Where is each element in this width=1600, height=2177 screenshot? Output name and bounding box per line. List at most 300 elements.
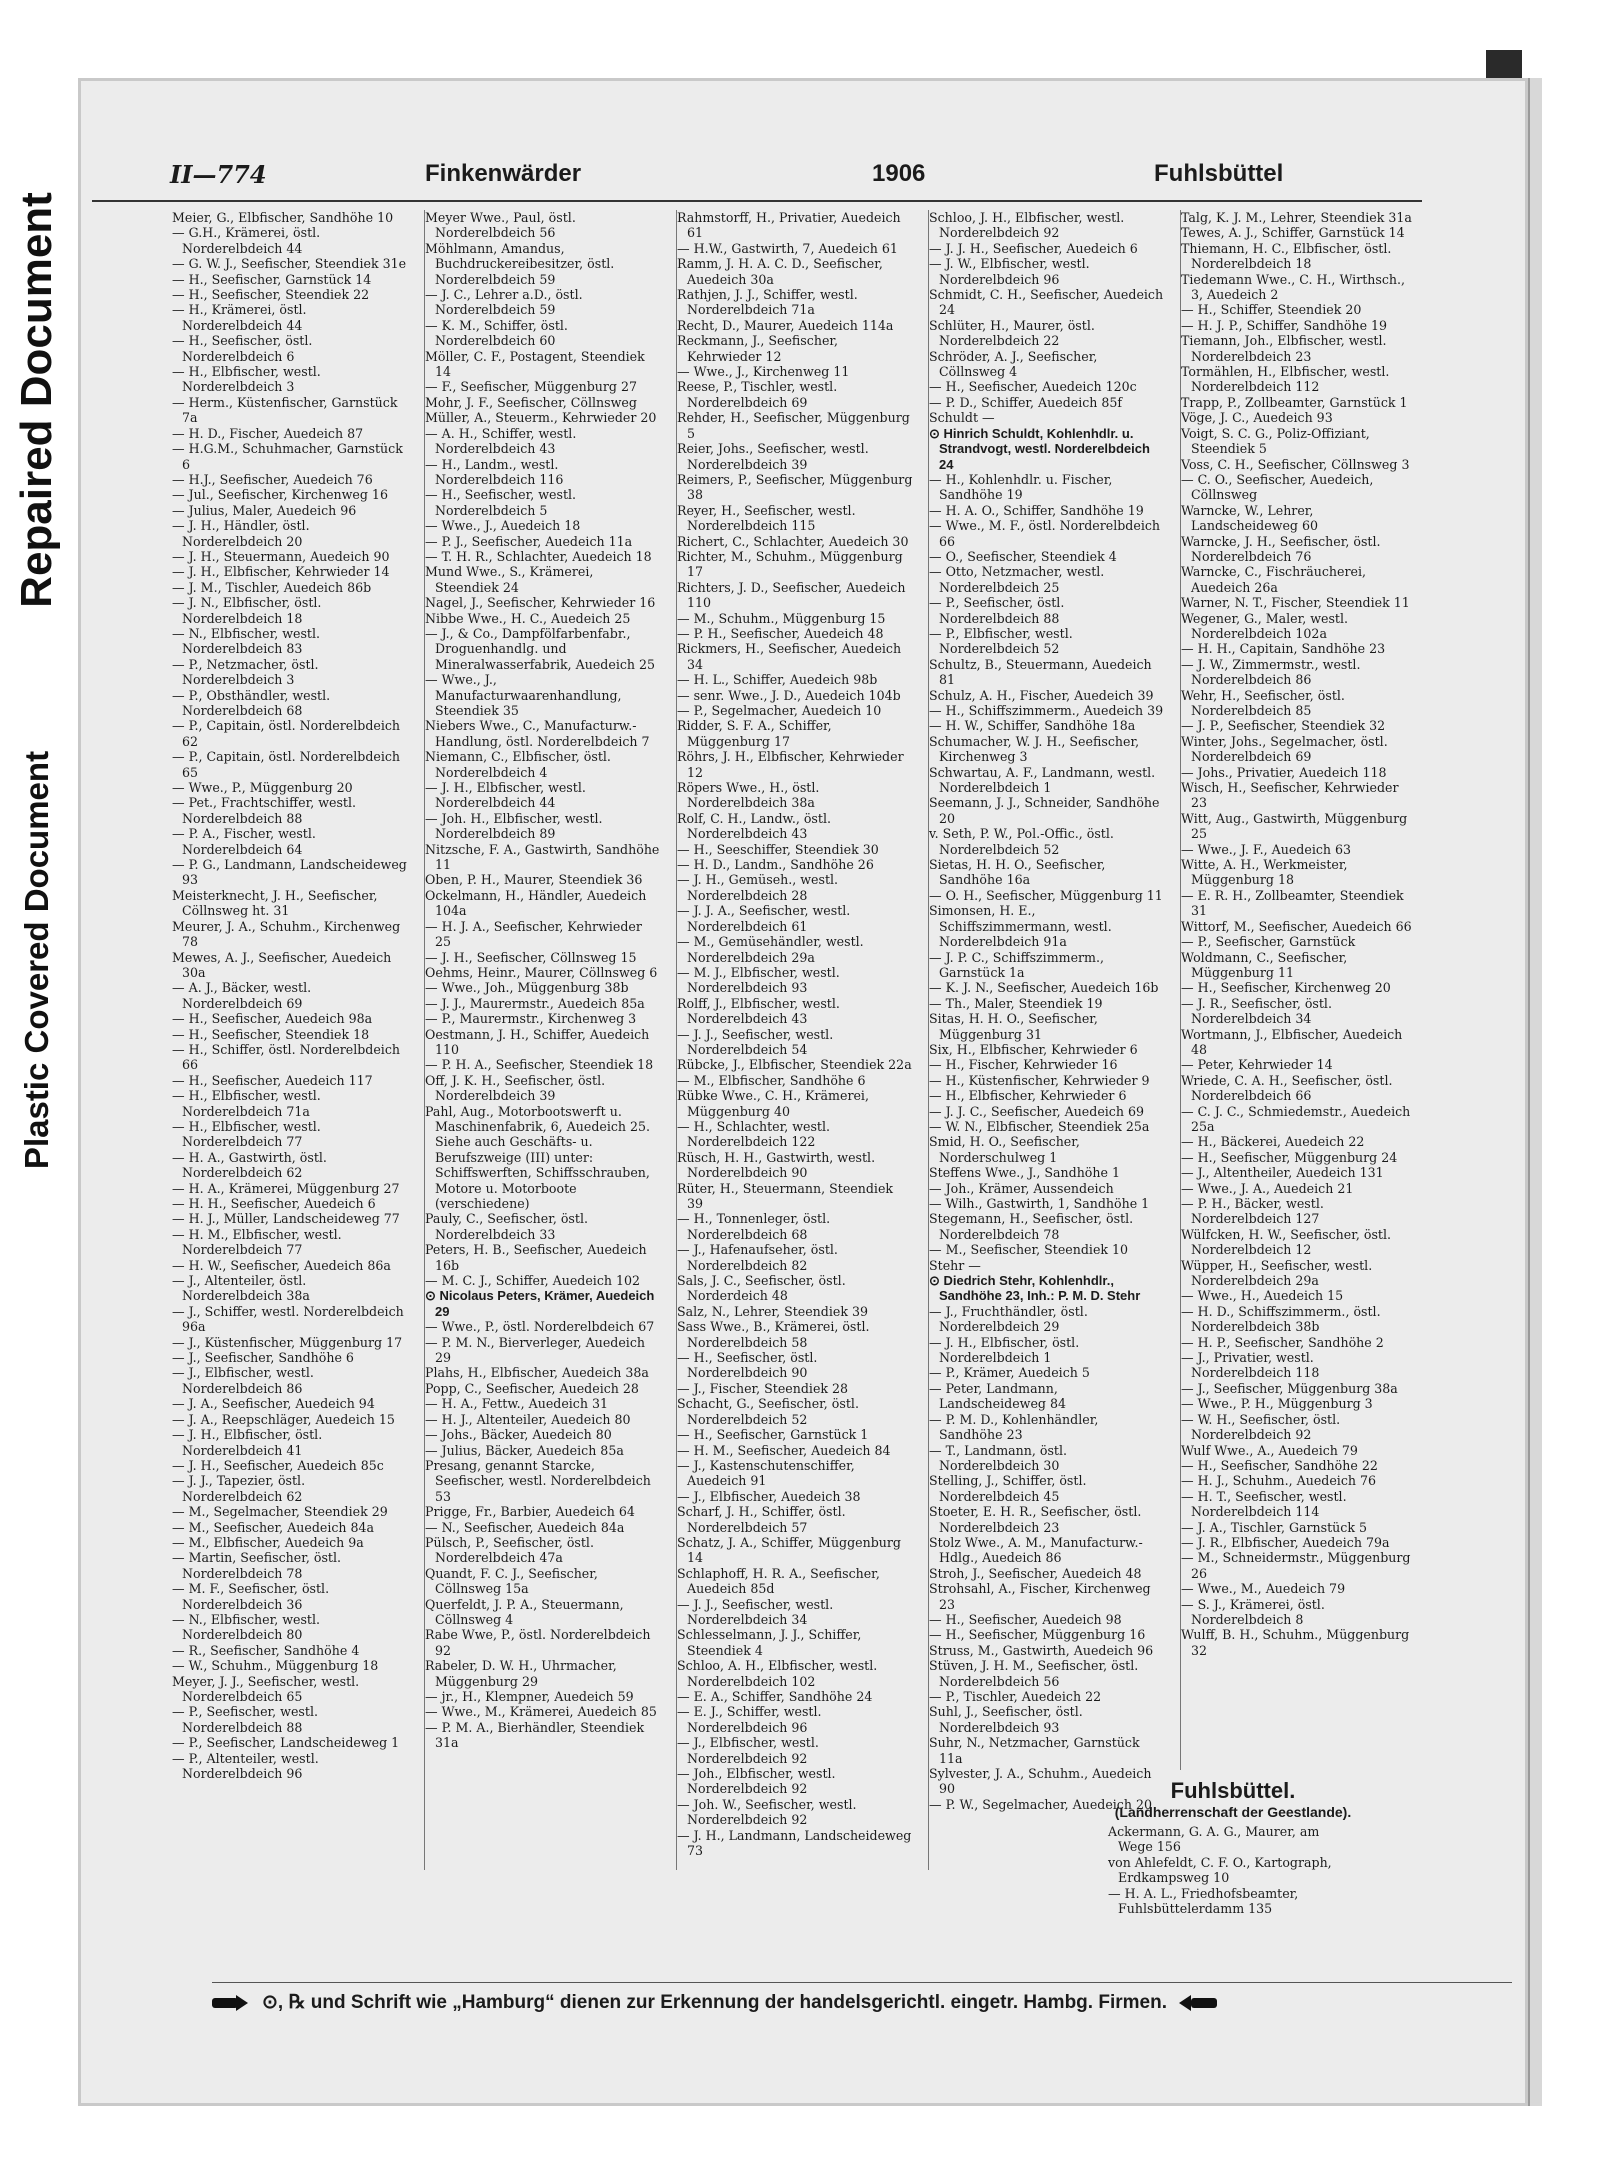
directory-entry: — P. A., Fischer, westl. Norderelbdeich 64 bbox=[172, 826, 316, 857]
directory-entry: — A. J., Bäcker, westl. Norderelbdeich 69 bbox=[172, 980, 312, 1011]
directory-entry: — J. W., Elbfischer, westl. Norderelbdeich 96 bbox=[929, 256, 1090, 287]
page-edge bbox=[1528, 78, 1542, 2106]
directory-entry: Meisterknecht, J. H., Seefischer, Cöllnsweg ht. 31 bbox=[172, 887, 378, 919]
directory-entry: Nitzsche, F. A., Gastwirth, Sandhöhe 11 bbox=[425, 841, 660, 873]
directory-entry: — J. R., Elbfischer, Auedeich 79a bbox=[1181, 1534, 1390, 1550]
directory-entry: Voigt, S. C. G., Poliz-Offiziant, Steendiek 5 bbox=[1181, 425, 1370, 457]
directory-entry: Schumacher, W. J. H., Seefischer, Kirchenweg 3 bbox=[929, 733, 1140, 765]
directory-entry: Warner, N. T., Fischer, Steendiek 11 bbox=[1181, 595, 1410, 611]
fuhlsbuettel-section bbox=[1108, 1778, 1358, 1916]
directory-entry: Möhlmann, Amandus, Buchdruckereibesitzer, östl. Norderelbdeich 59 bbox=[425, 240, 615, 287]
directory-entry: Schröder, A. J., Seefischer, Cöllnsweg 4 bbox=[929, 348, 1098, 380]
col-2 bbox=[424, 210, 661, 1870]
footer-text: ⊙, ℞ und Schrift wie „Hamburg“ dienen zur Erkennung der handelsgerichtl. eingetr. Hambg. Firmen. bbox=[262, 1992, 1167, 2013]
directory-entry: — Wwe., P., östl. Norderelbdeich 67 bbox=[425, 1319, 655, 1335]
directory-entry: — J. H., Gemüseh., westl. Norderelbdeich 28 bbox=[677, 872, 839, 903]
directory-entry: — J. J., Seefischer, westl. Norderelbdeich 54 bbox=[677, 1026, 834, 1057]
directory-entry: Richert, C., Schlachter, Auedeich 30 bbox=[677, 533, 909, 549]
directory-entry: — J. N., Elbfischer, östl. Norderelbdeich 18 bbox=[172, 595, 322, 626]
directory-entry: Salz, N., Lehrer, Steendiek 39 bbox=[677, 1303, 868, 1319]
repaired-document-label: Repaired Document bbox=[6, 140, 68, 660]
directory-entry: — P., Altenteiler, westl. Norderelbdeich 96 bbox=[172, 1750, 319, 1782]
directory-entry: Mund Wwe., S., Krämerei, Steendiek 24 bbox=[425, 564, 594, 595]
directory-entry: — Wwe., P., Müggenburg 20 bbox=[172, 780, 353, 796]
directory-entry: — P. H., Bäcker, westl. Norderelbdeich 127 bbox=[1181, 1196, 1324, 1227]
directory-entry: — J., Fischer, Steendiek 28 bbox=[677, 1380, 849, 1396]
header-left-title: Finkenwärder bbox=[425, 160, 582, 187]
directory-entry: — P. D., Schiffer, Auedeich 85f bbox=[929, 394, 1123, 410]
directory-entry: Sitas, H. H. O., Seefischer, Müggenburg 31 bbox=[929, 1011, 1098, 1042]
directory-entry: — J. H., Händler, östl. Norderelbdeich 20 bbox=[172, 518, 310, 549]
directory-entry: Ridder, S. F. A., Schiffer, Müggenburg 17 bbox=[677, 718, 832, 749]
directory-entry: Sietas, H. H. O., Seefischer, Sandhöhe 16a bbox=[929, 857, 1106, 888]
directory-entry: Rübcke, J., Elbfischer, Steendiek 22a bbox=[677, 1057, 912, 1073]
col-4 bbox=[928, 210, 1165, 1870]
directory-entry: — H. D., Landm., Sandhöhe 26 bbox=[677, 857, 874, 873]
directory-entry: Rüsch, H. H., Gastwirth, westl. Norderelbdeich 90 bbox=[677, 1149, 876, 1181]
directory-entry: — H. J., Altenteiler, Auedeich 80 bbox=[425, 1411, 631, 1427]
directory-entry: — H. W., Schiffer, Sandhöhe 18a bbox=[929, 718, 1136, 734]
directory-entry: Wisch, H., Seefischer, Kehrwieder 23 bbox=[1181, 780, 1399, 811]
directory-entry: — J. R., Seefischer, östl. Norderelbdeich 34 bbox=[1181, 995, 1332, 1027]
directory-entry: Schacht, G., Seefischer, östl. Norderelbdeich 52 bbox=[677, 1396, 859, 1427]
section-subtitle: (Landherrenschaft der Geestlande). bbox=[1114, 1804, 1352, 1820]
directory-entry: — J. W., Zimmermstr., westl. Norderelbdeich 86 bbox=[1181, 656, 1361, 688]
directory-entry: ⊙ Hinrich Schuldt, Kohlenhdlr. u. Strandvogt, westl. Norderelbdeich 24 bbox=[929, 425, 1150, 472]
directory-entry: Wegener, G., Maler, westl. Norderelbdeich 102a bbox=[1181, 610, 1349, 641]
directory-entry: Pauly, C., Seefischer, östl. Norderelbdeich 33 bbox=[425, 1211, 588, 1242]
directory-entry: Reckmann, J., Seefischer, Kehrwieder 12 bbox=[677, 333, 839, 364]
directory-entry: Tiedemann Wwe., C. H., Wirthsch., 3, Auedeich 2 bbox=[1181, 271, 1406, 303]
section-entries bbox=[1108, 1824, 1358, 1916]
directory-entry: Stehr — bbox=[929, 1257, 981, 1273]
directory-entry: Warncke, W., Lehrer, Landscheideweg 60 bbox=[1181, 502, 1318, 534]
directory-entry: Wehr, H., Seefischer, östl. Norderelbdeich 85 bbox=[1181, 687, 1345, 718]
header-year: 1906 bbox=[872, 160, 926, 187]
directory-entry: — P. M. N., Bierverleger, Auedeich 29 bbox=[425, 1334, 645, 1366]
directory-entry: — H.G.M., Schuhmacher, Garnstück 6 bbox=[172, 441, 403, 472]
directory-columns bbox=[172, 210, 1462, 1870]
directory-entry: — P. H. A., Seefischer, Steendiek 18 bbox=[425, 1057, 654, 1073]
directory-entry: — Wwe., J. A., Auedeich 21 bbox=[1181, 1180, 1354, 1196]
directory-entry: Rolf, C. H., Landw., östl. Norderelbdeich 43 bbox=[677, 810, 831, 842]
directory-entry: Prigge, Fr., Barbier, Auedeich 64 bbox=[425, 1504, 635, 1520]
directory-entry: Richter, M., Schuhm., Müggenburg 17 bbox=[677, 548, 903, 580]
directory-entry: Schultz, B., Steuermann, Auedeich 81 bbox=[929, 656, 1152, 688]
directory-entry: Oben, P. H., Maurer, Steendiek 36 bbox=[425, 872, 643, 888]
pointing-hand-left-icon bbox=[1179, 1995, 1217, 2011]
directory-entry: — H., Seefischer, östl. Norderelbdeich 90 bbox=[677, 1350, 818, 1381]
directory-entry: — J., Kastenschutenschiffer, Auedeich 91 bbox=[677, 1457, 855, 1489]
directory-entry: Thiemann, H. C., Elbfischer, östl. Norderelbdeich 18 bbox=[1181, 240, 1392, 272]
directory-entry: Wittorf, M., Seefischer, Auedeich 66 bbox=[1181, 918, 1412, 934]
directory-entry: — J. J. A., Seefischer, westl. Norderelbdeich 61 bbox=[677, 903, 851, 934]
col-5 bbox=[1180, 210, 1417, 1770]
directory-entry: — J. H., Steuermann, Auedeich 90 bbox=[172, 548, 390, 564]
directory-entry: — A. H., Schiffer, westl. Norderelbdeich 43 bbox=[425, 425, 577, 457]
directory-entry: Niemann, C., Elbfischer, östl. Norderelbdeich 4 bbox=[425, 749, 611, 780]
directory-entry: Stegemann, H., Seefischer, östl. Norderelbdeich 78 bbox=[929, 1211, 1134, 1242]
directory-entry: Wüpper, H., Seefischer, westl. Norderelbdeich 29a bbox=[1181, 1257, 1373, 1289]
directory-entry: — H., Elbfischer, Kehrwieder 6 bbox=[929, 1088, 1127, 1104]
directory-entry: Suhr, N., Netzmacher, Garnstück 11a bbox=[929, 1735, 1140, 1766]
directory-entry: — J. H., Elbfischer, östl. Norderelbdeich 41 bbox=[172, 1427, 323, 1458]
directory-entry: Plahs, H., Elbfischer, Auedeich 38a bbox=[425, 1365, 649, 1381]
directory-entry: — H., Seefischer, Sandhöhe 22 bbox=[1181, 1457, 1378, 1473]
directory-entry: v. Seth, P. W., Pol.-Offic., östl. Norderelbdeich 52 bbox=[929, 826, 1114, 857]
directory-entry: — F., Seefischer, Müggenburg 27 bbox=[425, 379, 638, 395]
directory-entry: Niebers Wwe., C., Manufacturw.-Handlung, östl. Norderelbdeich 7 bbox=[425, 718, 650, 749]
directory-entry: — Joh., Elbfischer, westl. Norderelbdeich 92 bbox=[677, 1766, 836, 1797]
directory-entry: Querfeldt, J. P. A., Steuermann, Cöllnsweg 4 bbox=[425, 1596, 624, 1627]
directory-entry: Off, J. K. H., Seefischer, östl. Norderelbdeich 39 bbox=[425, 1072, 606, 1104]
directory-entry: Meyer, J. J., Seefischer, westl. Norderelbdeich 65 bbox=[172, 1673, 360, 1704]
directory-entry: — P., Elbfischer, westl. Norderelbdeich 52 bbox=[929, 625, 1073, 657]
directory-entry: — Wwe., J. F., Auedeich 63 bbox=[1181, 841, 1352, 857]
directory-entry: — M., Seefischer, Steendiek 10 bbox=[929, 1242, 1129, 1258]
directory-entry: — J. C., Lehrer a.D., östl. Norderelbdeich 59 bbox=[425, 287, 583, 318]
directory-entry: Nagel, J., Seefischer, Kehrwieder 16 bbox=[425, 595, 656, 611]
directory-entry: — Wilh., Gastwirth, 1, Sandhöhe 1 bbox=[929, 1196, 1150, 1211]
directory-entry: — S. J., Krämerei, östl. Norderelbdeich 8 bbox=[1181, 1596, 1325, 1627]
directory-entry: — J., Altentheiler, Auedeich 131 bbox=[1181, 1165, 1384, 1181]
directory-entry: — J. H., Seefischer, Auedeich 85c bbox=[172, 1457, 384, 1473]
plastic-covered-label: Plastic Covered Document bbox=[6, 680, 68, 1240]
directory-entry: — Joh. W., Seefischer, westl. Norderelbdeich 92 bbox=[677, 1796, 857, 1828]
directory-entry: Meyer Wwe., Paul, östl. Norderelbdeich 56 bbox=[425, 210, 576, 241]
directory-entry: — H., Krämerei, östl. Norderelbdeich 44 bbox=[172, 302, 307, 333]
directory-entry: — M., Gemüsehändler, westl. Norderelbdeich 29a bbox=[677, 934, 864, 965]
directory-entry: — H. T., Seefischer, westl. Norderelbdeich 114 bbox=[1181, 1488, 1347, 1520]
directory-entry: — H. A., Fettw., Auedeich 31 bbox=[425, 1396, 609, 1412]
directory-entry: Reimers, P., Seefischer, Müggenburg 38 bbox=[677, 471, 913, 503]
directory-entry: — P., Capitain, östl. Norderelbdeich 62 bbox=[172, 718, 401, 749]
directory-entry: — W. N., Elbfischer, Steendiek 25a bbox=[929, 1118, 1150, 1134]
directory-entry: — P., Tischler, Auedeich 22 bbox=[929, 1689, 1102, 1704]
directory-entry: Rickmers, H., Seefischer, Auedeich 34 bbox=[677, 641, 902, 672]
directory-entry: — J. A., Tischler, Garnstück 5 bbox=[1181, 1519, 1367, 1535]
directory-entry: — P. J., Seefischer, Auedeich 11a bbox=[425, 533, 633, 549]
directory-entry: Sass Wwe., B., Krämerei, östl. Norderelbdeich 58 bbox=[677, 1319, 870, 1350]
directory-entry: Trapp, P., Zollbeamter, Garnstück 1 bbox=[1181, 394, 1408, 410]
directory-entry: — K. M., Schiffer, östl. Norderelbdeich 60 bbox=[425, 317, 568, 349]
directory-entry: Tewes, A. J., Schiffer, Garnstück 14 bbox=[1181, 225, 1405, 241]
directory-entry: — J. M., Tischler, Auedeich 86b bbox=[172, 579, 372, 595]
sidebar bbox=[0, 140, 74, 1240]
directory-entry: Oehms, Heinr., Maurer, Cöllnsweg 6 bbox=[425, 964, 658, 980]
directory-entry: — W. H., Seefischer, östl. Norderelbdeich 92 bbox=[1181, 1411, 1341, 1443]
directory-entry: Schmidt, C. H., Seefischer, Auedeich 24 bbox=[929, 287, 1164, 318]
directory-entry: — Wwe., M., Auedeich 79 bbox=[1181, 1581, 1346, 1597]
directory-entry: — Wwe., J., Auedeich 18 bbox=[425, 518, 581, 534]
directory-entry: Ockelmann, H., Händler, Auedeich 104a bbox=[425, 887, 647, 919]
page-header bbox=[92, 160, 1422, 202]
directory-entry: Wülfcken, H. W., Seefischer, östl. Norderelbdeich 12 bbox=[1181, 1226, 1392, 1258]
directory-entry: — H., Seefischer, Garnstück 14 bbox=[172, 271, 372, 287]
page-number: II—774 bbox=[170, 160, 267, 189]
directory-entry: — H., Seefischer, Auedeich 98a bbox=[172, 1011, 373, 1027]
directory-entry: Reyer, H., Seefischer, westl. Norderelbdeich 115 bbox=[677, 502, 856, 534]
directory-entry: Witt, Aug., Gastwirth, Müggenburg 25 bbox=[1181, 810, 1408, 842]
directory-entry: — J., Hafenaufseher, östl. Norderelbdeich 82 bbox=[677, 1242, 838, 1273]
directory-entry: — N., Elbfischer, westl. Norderelbdeich 83 bbox=[172, 625, 321, 657]
directory-entry: — O. H., Seefischer, Müggenburg 11 bbox=[929, 887, 1163, 903]
directory-entry: — M., Schneidermstr., Müggenburg 26 bbox=[1181, 1550, 1411, 1581]
directory-entry: Winter, Johs., Segelmacher, östl. Norderelbdeich 69 bbox=[1181, 733, 1388, 765]
directory-entry: Wulff, B. H., Schuhm., Müggenburg 32 bbox=[1181, 1627, 1410, 1658]
directory-entry: — Wwe., M., Krämerei, Auedeich 85 bbox=[425, 1704, 657, 1720]
directory-entry: — senr. Wwe., J. D., Auedeich 104b bbox=[677, 687, 901, 703]
directory-entry: Seemann, J. J., Schneider, Sandhöhe 20 bbox=[929, 795, 1160, 826]
directory-entry: Pahl, Aug., Motorbootswerft u. Maschinenfabrik, 6, Auedeich 25. Siehe auch Geschäfts- u. Berufszweige (III) unter: Schiffswerften, Schiffsschrauben, Motore u. Motorboote (verschiedene) bbox=[425, 1103, 651, 1211]
directory-entry: — H.W., Gastwirth, 7, Auedeich 61 bbox=[677, 240, 898, 256]
directory-entry: — P. G., Landmann, Landscheideweg 93 bbox=[172, 857, 407, 888]
directory-entry: Rabeler, D. W. H., Uhrmacher, Müggenburg 29 bbox=[425, 1658, 617, 1689]
directory-entry: — P., Krämer, Auedeich 5 bbox=[929, 1365, 1090, 1381]
directory-entry: — Otto, Netzmacher, westl. Norderelbdeich 25 bbox=[929, 564, 1105, 595]
directory-entry: — J. P., Seefischer, Steendiek 32 bbox=[1181, 718, 1386, 734]
directory-entry: Presang, genannt Starcke, Seefischer, westl. Norderelbdeich 53 bbox=[425, 1457, 651, 1504]
directory-entry: — H., Tonnenleger, östl. Norderelbdeich 68 bbox=[677, 1211, 831, 1242]
directory-entry: — P., Seefischer, Landscheideweg 1 bbox=[172, 1735, 400, 1751]
directory-entry: — J. A., Seefischer, Auedeich 94 bbox=[172, 1396, 375, 1412]
directory-entry: — J., Seefischer, Sandhöhe 6 bbox=[172, 1350, 354, 1366]
directory-entry: — O., Seefischer, Steendiek 4 bbox=[929, 548, 1117, 564]
directory-entry: Rehder, H., Seefischer, Müggenburg 5 bbox=[677, 410, 910, 441]
directory-entry: Wriede, C. A. H., Seefischer, östl. Norderelbdeich 66 bbox=[1181, 1072, 1393, 1104]
section-title: Fuhlsbüttel. bbox=[1170, 1778, 1296, 1803]
directory-entry: — jr., H., Klempner, Auedeich 59 bbox=[425, 1689, 634, 1704]
directory-entry: — H., Elbfischer, westl. Norderelbdeich 71a bbox=[172, 1088, 321, 1119]
directory-entry: — Joh., Krämer, Aussendeich bbox=[929, 1180, 1114, 1196]
directory-entry: — Wwe., J., Manufacturwaarenhandlung, Steendiek 35 bbox=[425, 672, 622, 718]
directory-entry: — J., Fruchthändler, östl. Norderelbdeich 29 bbox=[929, 1303, 1088, 1335]
directory-entry: Stelling, J., Schiffer, östl. Norderelbdeich 45 bbox=[929, 1473, 1087, 1504]
directory-entry: — Julius, Bäcker, Auedeich 85a bbox=[425, 1442, 624, 1458]
directory-entry: — H. J., Müller, Landscheideweg 77 bbox=[172, 1211, 400, 1227]
directory-entry: Six, H., Elbfischer, Kehrwieder 6 bbox=[929, 1041, 1138, 1057]
col-3 bbox=[676, 210, 913, 1870]
directory-entry: — H., Seefischer, Kirchenweg 20 bbox=[1181, 980, 1391, 996]
directory-entry: Schlesselmann, J. J., Schiffer, Steendiek 4 bbox=[677, 1627, 862, 1658]
directory-entry: — H., Seefischer, Müggenburg 24 bbox=[1181, 1149, 1398, 1165]
directory-entry: Röhrs, J. H., Elbfischer, Kehrwieder 12 bbox=[677, 749, 904, 780]
directory-entry: — Julius, Maler, Auedeich 96 bbox=[172, 502, 357, 518]
directory-entry: Warncke, J. H., Seefischer, östl. Norderelbdeich 76 bbox=[1181, 533, 1381, 564]
directory-entry: — H. A., Gastwirth, östl. Norderelbdeich 62 bbox=[172, 1149, 327, 1181]
pointing-hand-icon bbox=[212, 1995, 250, 2011]
directory-entry: — H., Schiffer, östl. Norderelbdeich 66 bbox=[172, 1041, 400, 1073]
directory-entry: ⊙ Diedrich Stehr, Kohlenhdlr., Sandhöhe 23, Inh.: P. M. D. Stehr bbox=[929, 1273, 1141, 1304]
directory-entry: Vöge, J. C., Auedeich 93 bbox=[1181, 410, 1333, 426]
directory-entry: — H. D., Fischer, Auedeich 87 bbox=[172, 425, 364, 441]
directory-entry: — J. H., Elbfischer, östl. Norderelbdeich 1 bbox=[929, 1334, 1080, 1366]
directory-entry: Popp, C., Seefischer, Auedeich 28 bbox=[425, 1380, 639, 1396]
directory-entry: — G. W. J., Seefischer, Steendiek 31e bbox=[172, 256, 407, 272]
directory-entry: — H., Schiffer, Steendiek 20 bbox=[1181, 302, 1362, 318]
directory-entry: — H. H., Capitain, Sandhöhe 23 bbox=[1181, 641, 1386, 657]
directory-entry: — J., Elbfischer, westl. Norderelbdeich 86 bbox=[172, 1365, 314, 1396]
directory-entry: — P., Capitain, östl. Norderelbdeich 65 bbox=[172, 749, 401, 780]
directory-entry: — H., Seefischer, Steendiek 18 bbox=[172, 1026, 370, 1042]
directory-entry: Simonsen, H. E., Schiffszimmermann, westl. Norderelbdeich 91a bbox=[929, 903, 1112, 950]
directory-entry: — C. J. C., Schmiedemstr., Auedeich 25a bbox=[1181, 1103, 1411, 1134]
directory-entry: — H. J. P., Schiffer, Sandhöhe 19 bbox=[1181, 317, 1388, 333]
directory-entry: Rahmstorff, H., Privatier, Auedeich 61 bbox=[677, 210, 901, 241]
col-1 bbox=[172, 210, 408, 1870]
directory-entry: — Th., Maler, Steendiek 19 bbox=[929, 995, 1103, 1011]
directory-entry: — R., Seefischer, Sandhöhe 4 bbox=[172, 1642, 360, 1658]
directory-entry: Mewes, A. J., Seefischer, Auedeich 30a bbox=[172, 949, 392, 980]
directory-entry: — M., Segelmacher, Steendiek 29 bbox=[172, 1504, 388, 1520]
directory-entry: — J. J., Seefischer, westl. Norderelbdeich 34 bbox=[677, 1596, 834, 1627]
directory-entry: — H. H., Seefischer, Auedeich 6 bbox=[172, 1196, 376, 1211]
directory-entry: — H., Schlachter, westl. Norderelbdeich 122 bbox=[677, 1118, 831, 1150]
directory-entry: Reier, Johs., Seefischer, westl. Norderelbdeich 39 bbox=[677, 441, 869, 472]
directory-entry: — Herm., Küstenfischer, Garnstück 7a bbox=[172, 394, 398, 426]
directory-entry: — H., Schiffszimmerm., Auedeich 39 bbox=[929, 703, 1164, 718]
directory-entry: Strohsahl, A., Fischer, Kirchenweg 23 bbox=[929, 1581, 1151, 1612]
directory-entry: Schwartau, A. F., Landmann, westl. Norderelbdeich 1 bbox=[929, 764, 1156, 796]
directory-entry: — J. J., Maurermstr., Auedeich 85a bbox=[425, 995, 645, 1011]
directory-entry: Schulz, A. H., Fischer, Auedeich 39 bbox=[929, 687, 1154, 703]
directory-entry: — J., Schiffer, westl. Norderelbdeich 96a bbox=[172, 1303, 404, 1335]
directory-entry: — H., Seefischer, Auedeich 120c bbox=[929, 379, 1137, 395]
directory-entry: — H. M., Seefischer, Auedeich 84 bbox=[677, 1442, 891, 1458]
directory-entry: Wulf Wwe., A., Auedeich 79 bbox=[1181, 1442, 1358, 1458]
directory-entry: — M. C. J., Schiffer, Auedeich 102 bbox=[425, 1273, 641, 1289]
directory-entry: Steffens Wwe., J., Sandhöhe 1 bbox=[929, 1165, 1120, 1181]
directory-entry: Schlaphoff, H. R. A., Seefischer, Auedeich 85d bbox=[677, 1565, 880, 1597]
directory-entry: Sals, J. C., Seefischer, östl. Norderdeich 48 bbox=[677, 1273, 846, 1304]
directory-entry: Nibbe Wwe., H. C., Auedeich 25 bbox=[425, 610, 631, 626]
directory-entry: — H., Küstenfischer, Kehrwieder 9 bbox=[929, 1072, 1150, 1088]
directory-entry: Müller, A., Steuerm., Kehrwieder 20 bbox=[425, 410, 657, 426]
directory-entry: — J., Seefischer, Müggenburg 38a bbox=[1181, 1380, 1398, 1396]
directory-entry: Wortmann, J., Elbfischer, Auedeich 48 bbox=[1181, 1026, 1403, 1057]
directory-entry: — Johs., Bäcker, Auedeich 80 bbox=[425, 1427, 612, 1443]
directory-entry: Rathjen, J. J., Schiffer, westl. Norderelbdeich 71a bbox=[677, 287, 858, 318]
directory-entry: Witte, A. H., Werkmeister, Müggenburg 18 bbox=[1181, 857, 1348, 888]
directory-entry: — H., Seefischer, Auedeich 98 bbox=[929, 1611, 1122, 1627]
directory-entry: — H. M., Elbfischer, westl. Norderelbdeich 77 bbox=[172, 1226, 342, 1258]
directory-entry: Schloo, J. H., Elbfischer, westl. Norderelbdeich 92 bbox=[929, 210, 1125, 241]
directory-entry: Rübke Wwe., C. H., Krämerei, Müggenburg 40 bbox=[677, 1088, 869, 1119]
directory-entry: Ramm, J. H. A. C. D., Seefischer, Auedeich 30a bbox=[677, 256, 883, 287]
directory-entry: — H., Seefischer, Garnstück 1 bbox=[677, 1427, 869, 1443]
directory-entry: — H., Seefischer, Müggenburg 16 bbox=[929, 1627, 1146, 1643]
directory-entry: — H. L., Schiffer, Auedeich 98b bbox=[677, 672, 878, 688]
directory-entry: — J., & Co., Dampfölfarbenfabr., Droguenhandlg. und Mineralwasserfabrik, Auedeich 25 bbox=[425, 625, 656, 672]
directory-entry: — T., Landmann, östl. Norderelbdeich 30 bbox=[929, 1442, 1068, 1473]
directory-entry: — P., Maurermstr., Kirchenweg 3 bbox=[425, 1011, 637, 1027]
directory-entry: — J. H., Elbfischer, westl. Norderelbdeich 44 bbox=[425, 780, 586, 811]
directory-entry: — Martin, Seefischer, östl. Norderelbdeich 78 bbox=[172, 1550, 342, 1581]
directory-entry: — J., Elbfischer, Auedeich 38 bbox=[677, 1488, 861, 1504]
directory-entry: ⊙ Nicolaus Peters, Krämer, Auedeich 29 bbox=[425, 1288, 655, 1319]
directory-entry: — P. M. D., Kohlenhändler, Sandhöhe 23 bbox=[929, 1411, 1099, 1443]
directory-entry: — P., Segelmacher, Auedeich 10 bbox=[677, 703, 882, 718]
directory-entry: Ackermann, G. A. G., Maurer, am Wege 156 bbox=[1108, 1824, 1320, 1855]
directory-entry: — C. O., Seefischer, Auedeich, Cöllnsweg bbox=[1181, 471, 1374, 503]
directory-entry: Schlüter, H., Maurer, östl. Norderelbdeich 22 bbox=[929, 317, 1095, 349]
directory-entry: Talg, K. J. M., Lehrer, Steendiek 31a bbox=[1181, 210, 1412, 225]
directory-entry: — H., Fischer, Kehrwieder 16 bbox=[929, 1057, 1118, 1073]
directory-entry: — J. J. H., Seefischer, Auedeich 6 bbox=[929, 240, 1138, 256]
directory-entry: — J. J., Tapezier, östl. Norderelbdeich 62 bbox=[172, 1473, 306, 1504]
directory-entry: Mohr, J. F., Seefischer, Cöllnsweg bbox=[425, 394, 637, 410]
directory-entry: Schatz, J. A., Schiffer, Müggenburg 14 bbox=[677, 1534, 901, 1566]
directory-entry: — H., Kohlenhdlr. u. Fischer, Sandhöhe 19 bbox=[929, 471, 1113, 503]
directory-entry: — P., Seefischer, Garnstück bbox=[1181, 934, 1356, 950]
directory-entry: — Wwe., P. H., Müggenburg 3 bbox=[1181, 1396, 1373, 1412]
directory-entry: — M., Elbfischer, Sandhöhe 6 bbox=[677, 1072, 866, 1088]
directory-entry: Tiemann, Joh., Elbfischer, westl. Norderelbdeich 23 bbox=[1181, 333, 1387, 364]
directory-entry: Scharf, J. H., Schiffer, östl. Norderelbdeich 57 bbox=[677, 1504, 846, 1535]
directory-entry: — H., Seefischer, östl. Norderelbdeich 6 bbox=[172, 333, 313, 364]
directory-entry: — J. H., Landmann, Landscheideweg 73 bbox=[677, 1827, 912, 1859]
directory-entry: — H., Landm., westl. Norderelbdeich 116 bbox=[425, 456, 564, 487]
directory-entry: Warncke, C., Fischräucherei, Auedeich 26a bbox=[1181, 564, 1366, 595]
directory-entry: — H., Seefischer, Steendiek 22 bbox=[172, 287, 370, 303]
directory-entry: Meier, G., Elbfischer, Sandhöhe 10 bbox=[172, 210, 394, 225]
directory-entry: — P., Netzmacher, östl. Norderelbdeich 3 bbox=[172, 656, 319, 688]
directory-entry: — M. F., Seefischer, östl. Norderelbdeich 36 bbox=[172, 1581, 330, 1612]
directory-entry: — J., Privatier, westl. Norderelbdeich 118 bbox=[1181, 1350, 1320, 1381]
directory-entry: Rabe Wwe, P., östl. Norderelbdeich 92 bbox=[425, 1627, 651, 1658]
directory-entry: Schuldt — bbox=[929, 410, 995, 426]
directory-entry: — P. H., Seefischer, Auedeich 48 bbox=[677, 625, 884, 641]
directory-entry: — H., Elbfischer, westl. Norderelbdeich 3 bbox=[172, 364, 321, 395]
directory-entry: — J. P. C., Schiffszimmerm., Garnstück 1a bbox=[929, 949, 1104, 980]
directory-entry: — J. J. C., Seefischer, Auedeich 69 bbox=[929, 1103, 1144, 1119]
directory-entry: Stoeter, E. H. R., Seefischer, östl. Norderelbdeich 23 bbox=[929, 1504, 1142, 1535]
directory-entry: Suhl, J., Seefischer, östl. Norderelbdeich 93 bbox=[929, 1704, 1083, 1735]
directory-entry: — Wwe., Joh., Müggenburg 38b bbox=[425, 980, 629, 996]
directory-entry: — Johs., Privatier, Auedeich 118 bbox=[1181, 764, 1387, 780]
directory-entry: — H. J. A., Seefischer, Kehrwieder 25 bbox=[425, 918, 642, 950]
directory-entry: Oestmann, J. H., Schiffer, Auedeich 110 bbox=[425, 1026, 650, 1057]
directory-entry: — Peter, Kehrwieder 14 bbox=[1181, 1057, 1333, 1073]
directory-entry: — M. J., Elbfischer, westl. Norderelbdeich 93 bbox=[677, 964, 840, 996]
directory-entry: — H. J., Schuhm., Auedeich 76 bbox=[1181, 1473, 1377, 1489]
directory-entry: Quandt, F. C. J., Seefischer, Cöllnsweg 15a bbox=[425, 1565, 598, 1597]
directory-entry: — N., Elbfischer, westl. Norderelbdeich 80 bbox=[172, 1611, 321, 1643]
directory-entry: Smid, H. O., Seefischer, Norderschulweg 1 bbox=[929, 1134, 1080, 1165]
directory-entry: — Jul., Seefischer, Kirchenweg 16 bbox=[172, 487, 388, 503]
directory-entry: — J. A., Reepschläger, Auedeich 15 bbox=[172, 1411, 395, 1427]
directory-entry: Meurer, J. A., Schuhm., Kirchenweg 78 bbox=[172, 918, 401, 950]
directory-entry: Struss, M., Gastwirth, Auedeich 96 bbox=[929, 1642, 1154, 1658]
directory-entry: — E. A., Schiffer, Sandhöhe 24 bbox=[677, 1689, 873, 1704]
directory-entry: Rolff, J., Elbfischer, westl. Norderelbdeich 43 bbox=[677, 995, 840, 1027]
directory-entry: — E. R. H., Zollbeamter, Steendiek 31 bbox=[1181, 887, 1404, 919]
directory-entry: — J., Elbfischer, westl. Norderelbdeich 92 bbox=[677, 1735, 819, 1766]
directory-entry: — G.H., Krämerei, östl. Norderelbdeich 44 bbox=[172, 225, 321, 256]
directory-entry: — P., Seefischer, östl. Norderelbdeich 88 bbox=[929, 595, 1065, 626]
directory-entry: — M., Elbfischer, Auedeich 9a bbox=[172, 1534, 364, 1550]
directory-entry: — J. H., Seefischer, Cöllnsweg 15 bbox=[425, 949, 637, 965]
footer-note bbox=[212, 1982, 1512, 2014]
directory-entry: — M., Schuhm., Müggenburg 15 bbox=[677, 610, 886, 626]
directory-entry: Röpers Wwe., H., östl. Norderelbdeich 38a bbox=[677, 780, 820, 811]
directory-entry: Pülsch, P., Seefischer, östl. Norderelbdeich 47a bbox=[425, 1534, 594, 1566]
directory-entry: — Peter, Landmann, Landscheideweg 84 bbox=[929, 1380, 1066, 1412]
directory-entry: — H. P., Seefischer, Sandhöhe 2 bbox=[1181, 1334, 1384, 1350]
directory-entry: — Joh. H., Elbfischer, westl. Norderelbdeich 89 bbox=[425, 810, 603, 842]
directory-entry: — J. H., Elbfischer, Kehrwieder 14 bbox=[172, 564, 390, 580]
directory-entry: — H. D., Schiffszimmerm., östl. Norderelbdeich 38b bbox=[1181, 1303, 1381, 1335]
